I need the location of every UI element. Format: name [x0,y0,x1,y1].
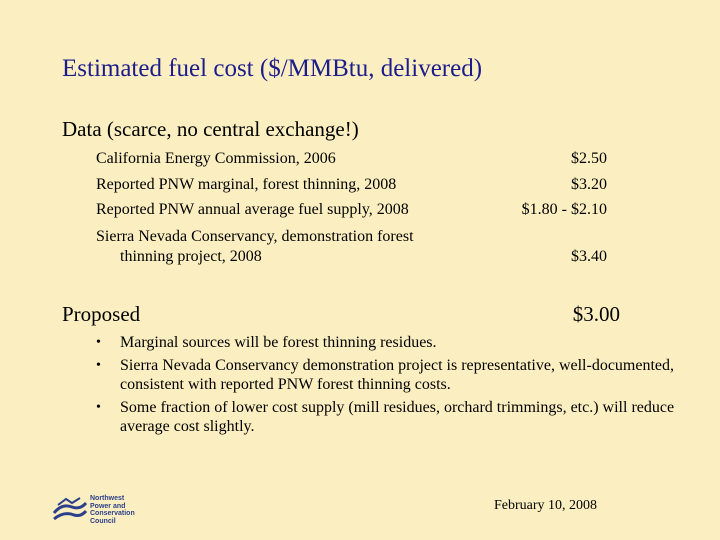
bullet-glyph: • [96,335,101,350]
slide-title: Estimated fuel cost ($/MMBtu, delivered) [62,55,483,82]
logo-line: Northwest [90,495,125,502]
source-value: $2.50 [571,150,607,167]
bullet-text: Sierra Nevada Conservancy demonstration project is representative, well-documented, consistent with reported PNW forest thinning costs. [120,357,675,393]
bullet-item [96,398,676,436]
bullet-text: Some fraction of lower cost supply (mill residues, orchard trimmings, etc.) will reduce average cost slightly. [120,399,675,435]
bullet-text: Marginal sources will be forest thinning residues. [120,334,437,351]
bullet-item [96,356,676,394]
source-label: Sierra Nevada Conservancy, demonstration forest [96,228,414,245]
proposed-label: Proposed [62,302,141,326]
bullet-glyph: • [96,400,101,415]
source-label: Reported PNW marginal, forest thinning, 2008 [96,176,397,193]
source-label-continued: thinning project, 2008 [120,248,262,265]
footer-date: February 10, 2008 [494,498,598,513]
proposed-value: $3.00 [572,302,620,326]
bullet-list [96,333,676,440]
logo-wordmark [90,495,135,525]
bullet-glyph: • [96,358,101,373]
data-heading: Data (scarce, no central exchange!) [62,117,359,141]
logo-line: Council [90,517,116,525]
logo-line: Conservation [90,510,135,517]
source-value: $3.20 [571,176,607,193]
logo-line: Power and [90,502,126,510]
council-logo-icon [52,495,88,525]
council-logo [52,493,146,527]
source-value: $3.40 [571,248,607,265]
source-label: California Energy Commission, 2006 [96,150,336,167]
bullet-item [96,333,676,352]
source-value: $1.80 - $2.10 [521,201,607,218]
source-label: Reported PNW annual average fuel supply, 2008 [96,201,409,218]
